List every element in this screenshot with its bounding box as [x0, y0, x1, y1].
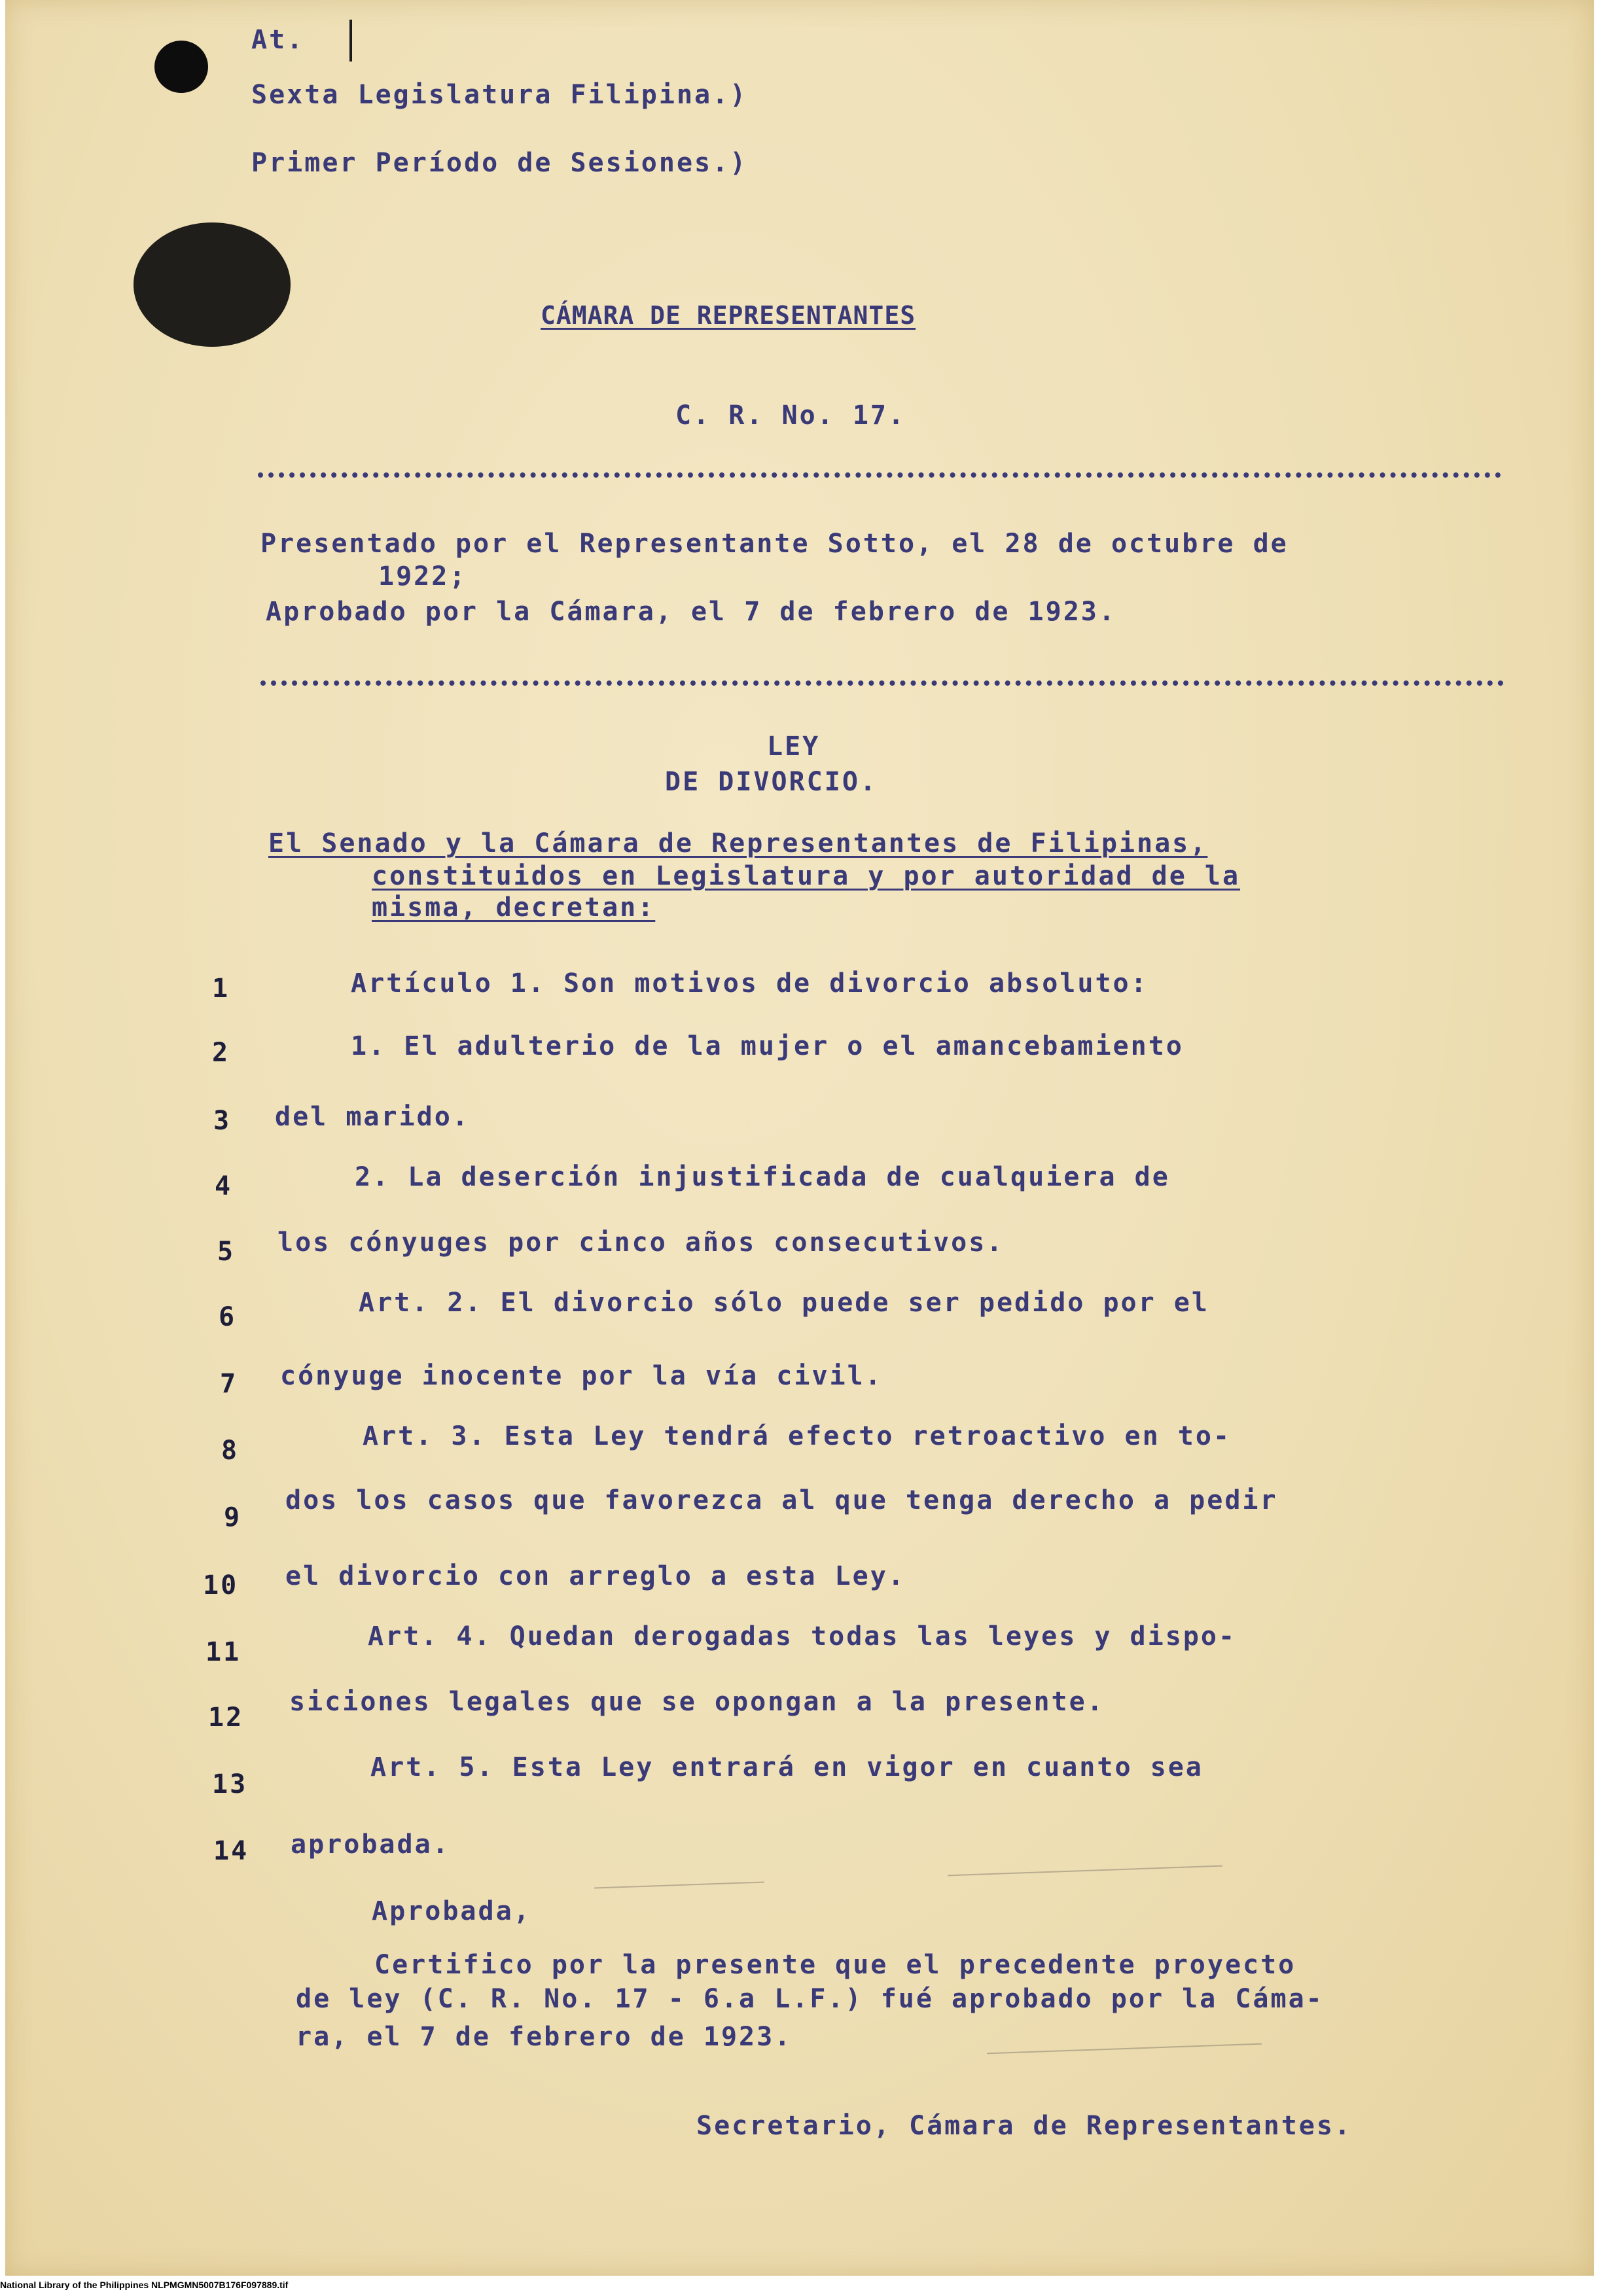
- line-number: 8: [221, 1436, 240, 1466]
- presentation-line-3: Aprobado por la Cámara, el 7 de febrero de 1923.: [266, 597, 1116, 627]
- document-page: [5, 0, 1594, 2276]
- body-line: Artículo 1. Son motivos de divorcio absoluto:: [351, 968, 1149, 998]
- enacting-clause-3: misma, decretan:: [372, 892, 656, 923]
- separator-top: [258, 472, 1501, 478]
- pencil-annotation: [987, 2043, 1262, 2055]
- presentation-line-1: Presentado por el Representante Sotto, el 28 de octubre de: [260, 529, 1289, 559]
- body-line: 1. El adulterio de la mujer o el amancebamiento: [351, 1031, 1184, 1061]
- line-number: 6: [219, 1302, 237, 1332]
- approved-label: Aprobada,: [372, 1896, 531, 1926]
- header-legislature: Sexta Legislatura Filipina.): [251, 80, 748, 110]
- presentation-line-2: 1922;: [378, 561, 467, 592]
- archive-footer: National Library of the Philippines NLPMGMN5007B176F097889.tif: [0, 2280, 289, 2290]
- line-number: 10: [203, 1570, 239, 1600]
- certification-line-3: ra, el 7 de febrero de 1923.: [296, 2022, 793, 2052]
- body-line: Art. 3. Esta Ley tendrá efecto retroactivo en to-: [363, 1421, 1232, 1451]
- body-line: Art. 2. El divorcio sólo puede ser pedido por el: [359, 1288, 1209, 1318]
- header-mark: [349, 20, 352, 62]
- binder-hole-top: [154, 41, 208, 93]
- law-title-divorcio: DE DIVORCIO.: [665, 767, 878, 797]
- body-line: los cónyuges por cinco años consecutivos.: [277, 1227, 1005, 1258]
- line-number: 14: [213, 1836, 249, 1866]
- enacting-clause-2: constituidos en Legislatura y por autoridad de la: [372, 861, 1241, 891]
- line-number: 4: [215, 1171, 233, 1201]
- line-number: 7: [220, 1369, 238, 1399]
- line-number: 1: [212, 974, 230, 1004]
- body-line: cónyuge inocente por la vía civil.: [280, 1361, 883, 1391]
- body-line: Art. 4. Quedan derogadas todas las leyes y dispo-: [368, 1621, 1237, 1651]
- chamber-heading: CÁMARA DE REPRESENTANTES: [541, 301, 916, 330]
- body-line: siciones legales que se opongan a la presente.: [289, 1687, 1105, 1717]
- line-number: 13: [212, 1769, 248, 1799]
- line-number: 9: [224, 1502, 242, 1532]
- certification-line-1: Certifico por la presente que el precedente proyecto: [374, 1950, 1296, 1980]
- law-title-ley: LEY: [767, 732, 821, 762]
- line-number: 3: [213, 1106, 232, 1136]
- enacting-clause-1: El Senado y la Cámara de Representantes de Filipinas,: [268, 828, 1208, 858]
- line-number: 2: [212, 1038, 230, 1068]
- secretary-signature-title: Secretario, Cámara de Representantes.: [696, 2111, 1353, 2141]
- body-line: el divorcio con arreglo a esta Ley.: [285, 1561, 906, 1591]
- bill-number: C. R. No. 17.: [675, 400, 906, 431]
- line-number: 11: [205, 1637, 241, 1667]
- certification-line-2: de ley (C. R. No. 17 - 6.a L.F.) fué aprobado por la Cáma-: [296, 1984, 1324, 2014]
- header-session: Primer Período de Sesiones.): [251, 148, 748, 178]
- line-number: 12: [208, 1703, 244, 1733]
- body-line: dos los casos que favorezca al que tenga derecho a pedir: [285, 1485, 1278, 1515]
- body-line: Art. 5. Esta Ley entrará en vigor en cuanto sea: [370, 1752, 1203, 1782]
- body-line: 2. La deserción injustificada de cualquiera de: [355, 1162, 1170, 1192]
- separator-bottom: [260, 680, 1504, 686]
- body-line: del marido.: [275, 1102, 470, 1132]
- binder-hole-bottom: [134, 222, 291, 347]
- body-line: aprobada.: [291, 1829, 450, 1860]
- pencil-annotation: [594, 1881, 764, 1888]
- line-number: 5: [217, 1237, 236, 1267]
- pencil-annotation: [948, 1865, 1222, 1877]
- header-at: At.: [251, 25, 305, 55]
